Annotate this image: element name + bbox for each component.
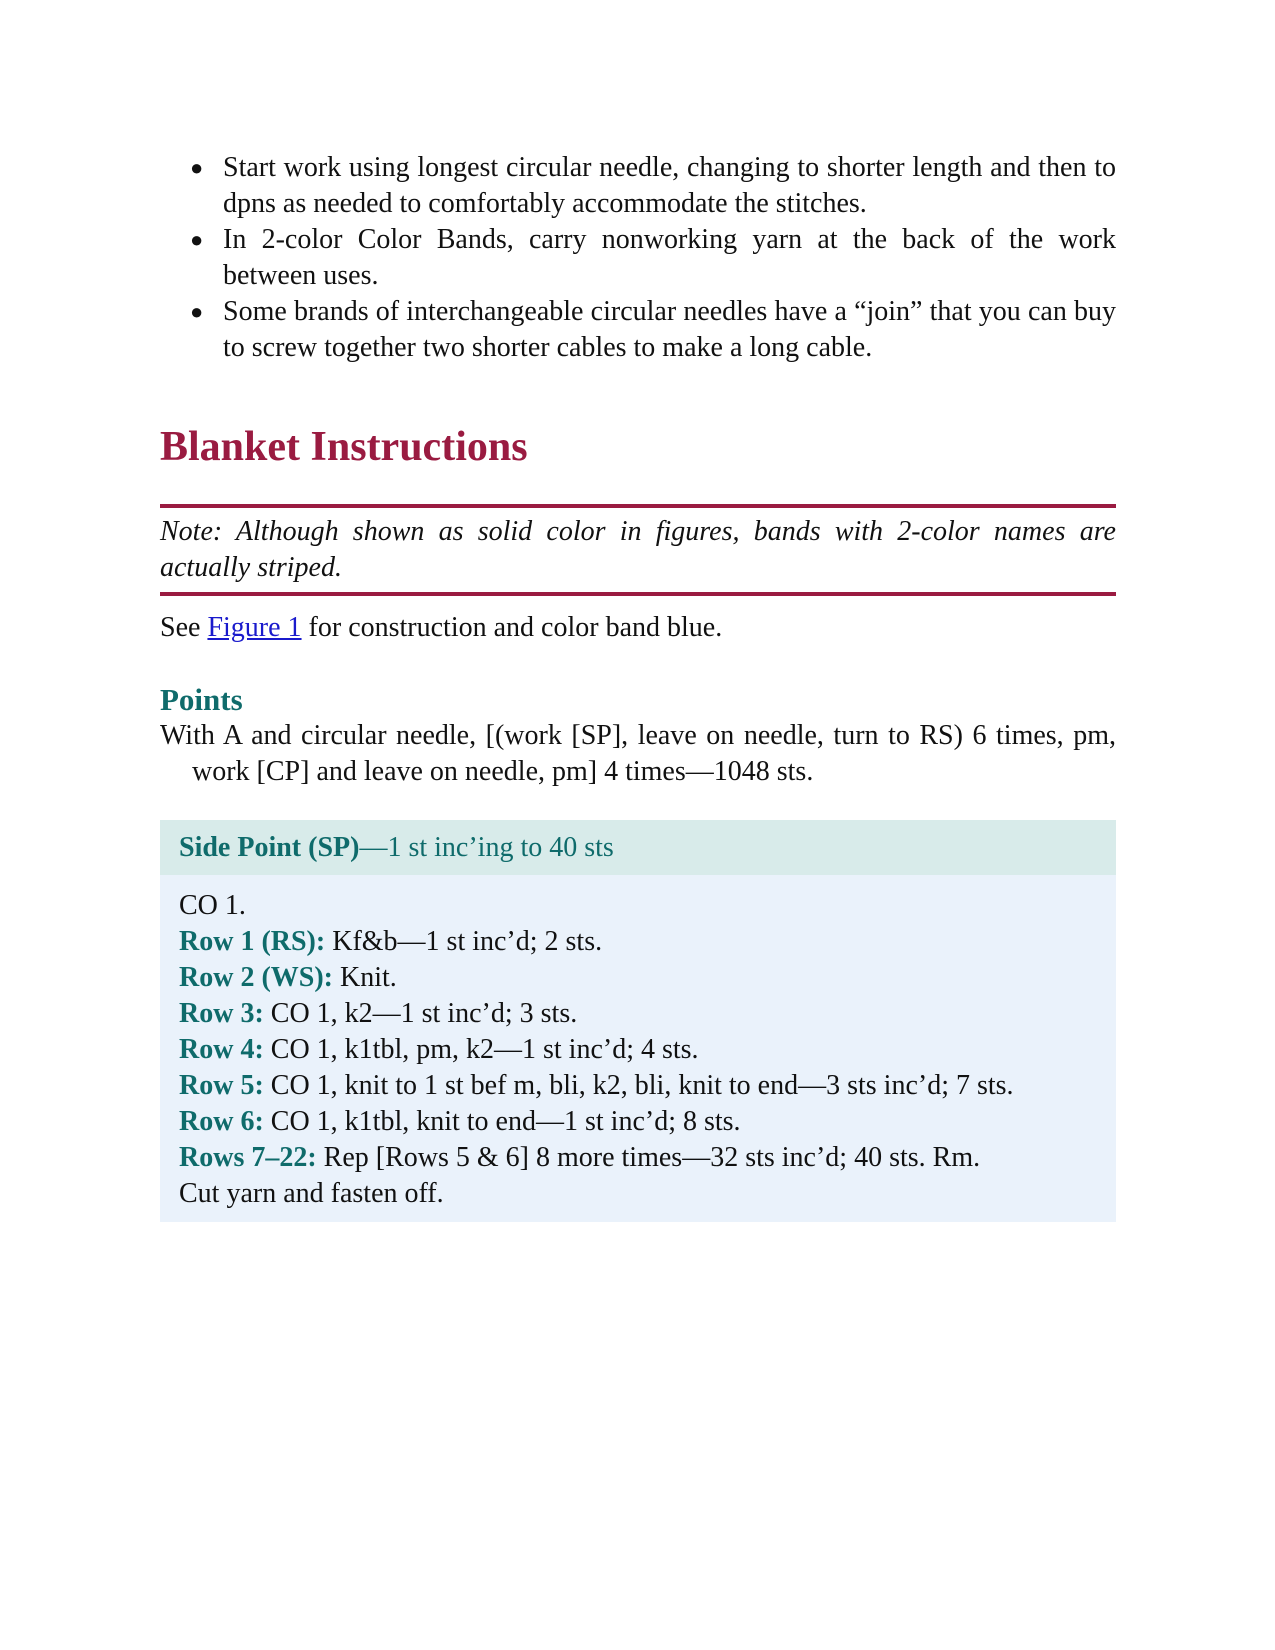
section-title: Blanket Instructions [160, 424, 528, 470]
row-text: CO 1, k1tbl, knit to end—1 st inc’d; 8 sts. [263, 1106, 741, 1137]
pattern-row [179, 1140, 1101, 1176]
pattern-row [179, 1032, 1101, 1068]
pattern-row [179, 996, 1101, 1032]
row-label: Row 6: [179, 1106, 264, 1137]
bullet-icon: ● [190, 227, 204, 252]
row-text: CO 1, knit to 1 st bef m, bli, k2, bli, knit to end—3 sts inc’d; 7 sts. [263, 1070, 1014, 1101]
cast-on-line: CO 1. [179, 890, 246, 921]
tips-list [160, 150, 1116, 366]
note-text: Note: Although shown as solid color in figures, bands with 2-color names are actually striped. [160, 516, 1116, 583]
figure-1-link[interactable]: Figure 1 [207, 612, 302, 643]
side-point-box [160, 820, 1116, 1222]
side-point-header-rest: —1 st inc’ing to 40 sts [359, 832, 614, 863]
pattern-row [179, 960, 1101, 996]
side-point-header [160, 820, 1116, 875]
pattern-row [179, 924, 1101, 960]
row-text: Knit. [333, 962, 397, 993]
tip-text: Some brands of interchangeable circular needles have a “join” that you can buy to screw together two shorter cables to make a long cable. [223, 296, 1116, 363]
row-label: Rows 7–22: [179, 1142, 317, 1173]
side-point-body [160, 875, 1116, 1222]
bullet-icon: ● [190, 299, 204, 324]
finish-line: Cut yarn and fasten off. [179, 1178, 444, 1209]
row-text: Kf&b—1 st inc’d; 2 sts. [325, 926, 603, 957]
row-label: Row 3: [179, 998, 264, 1029]
row-text: Rep [Rows 5 & 6] 8 more times—32 sts inc’d; 40 sts. Rm. [316, 1142, 981, 1173]
document-page [160, 150, 1116, 1222]
side-point-header-bold: Side Point (SP) [179, 832, 360, 863]
points-title: Points [160, 682, 243, 717]
pattern-row [179, 1068, 1101, 1104]
points-text: With A and circular needle, [(work [SP], leave on needle, turn to RS) 6 times, pm, work [CP] and leave on needle, pm] 4 times—1048 sts. [160, 720, 1116, 787]
see-prefix: See [160, 612, 208, 643]
tip-text: Start work using longest circular needle, changing to shorter length and then to dpns as needed to comfortably accommodate the stitches. [223, 152, 1116, 219]
list-item [160, 150, 1116, 222]
row-text: CO 1, k1tbl, pm, k2—1 st inc’d; 4 sts. [263, 1034, 699, 1065]
row-label: Row 5: [179, 1070, 264, 1101]
row-label: Row 2 (WS): [179, 962, 333, 993]
list-item [160, 294, 1116, 366]
tip-text: In 2-color Color Bands, carry nonworking yarn at the back of the work between uses. [223, 224, 1116, 291]
see-suffix: for construction and color band blue. [301, 612, 723, 643]
pattern-row [179, 1104, 1101, 1140]
row-text: CO 1, k2—1 st inc’d; 3 sts. [263, 998, 578, 1029]
note-box [160, 504, 1116, 596]
row-label: Row 4: [179, 1034, 264, 1065]
row-label: Row 1 (RS): [179, 926, 326, 957]
see-figure-line [160, 610, 1116, 646]
list-item [160, 222, 1116, 294]
bullet-icon: ● [190, 155, 204, 180]
